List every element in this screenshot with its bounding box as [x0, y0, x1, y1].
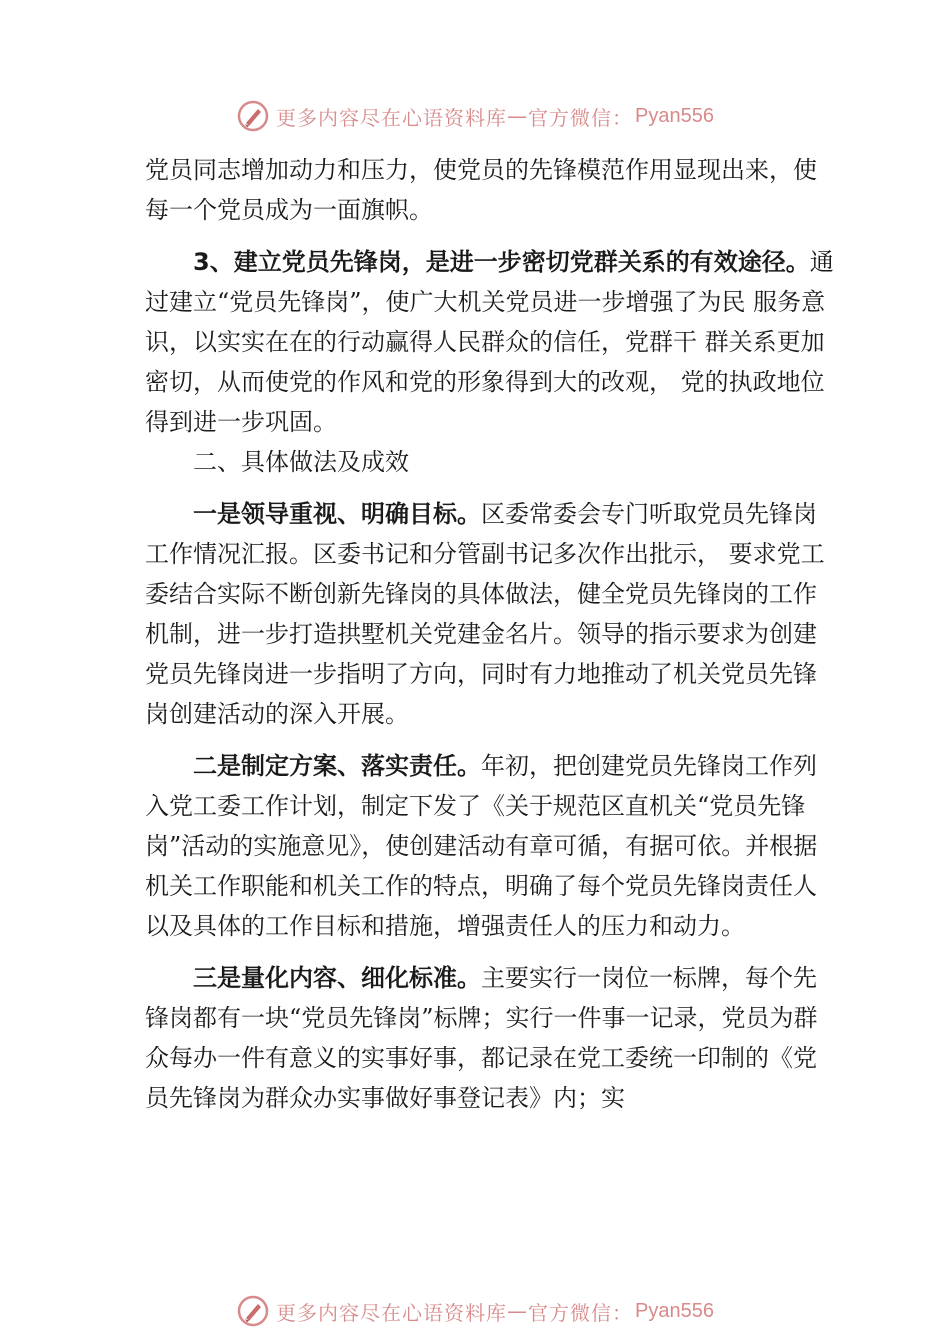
paragraph-heading: 一是领导重视、明确目标。: [193, 500, 481, 528]
watermark-text: 更多内容尽在心语资料库: [276, 105, 508, 130]
watermark-dash: —: [507, 1299, 529, 1323]
pen-logo-icon: [236, 99, 270, 133]
watermark-text: 更多内容尽在心语资料库: [276, 1300, 508, 1325]
section-heading: [145, 442, 835, 482]
paragraph-plan: [145, 746, 835, 946]
paragraph-text: 党员同志增加动力和压力，使党员的先锋模范作用显现出来，使每一个党员成为一面旗帜。: [145, 156, 817, 224]
watermark-wechat-id: Pyan556: [635, 104, 714, 127]
watermark-wechat-id: Pyan556: [635, 1299, 714, 1322]
paragraph-text: 通过建立“党员先锋岗”，使广大机关党员进一步增强了为民 服务意识，以实实在在的行动赢得人民群众的信任，党群干 群关系更加密切，从而使党的作风和党的形象得到大的改观， 党的执政地位得到进一步巩固。: [145, 248, 834, 436]
paragraph-continuation: [145, 150, 835, 230]
watermark-header: [0, 96, 950, 136]
paragraph-text: 年初，把创建党员先锋岗工作列入党工委工作计划，制定下发了《关于规范区直机关“党员先锋岗”活动的实施意见》，使创建活动有章可循，有据可依。并根据机关工作职能和机关工作的特点，明确了每个党员先锋岗责任人以及具体的工作目标和措施，增强责任人的压力和动力。: [145, 752, 818, 940]
pen-logo-icon: [236, 1294, 270, 1328]
watermark-wechat-label: 官方微信：: [528, 105, 634, 130]
document-body: [145, 150, 835, 1118]
paragraph-heading: 3、建立党员先锋岗，是进一步密切党群关系的有效途径。: [193, 248, 810, 276]
paragraph-point-3: [145, 242, 835, 442]
watermark-wechat-label: 官方微信：: [528, 1300, 634, 1325]
paragraph-leadership: [145, 494, 835, 734]
paragraph-text: 主要实行一岗位一标牌，每个先锋岗都有一块“党员先锋岗”标牌；实行一件事一记录，党员为群众每办一件有意义的实事好事，都记录在党工委统一印制的《党员先锋岗为群众办实事做好事登记表》内；实: [145, 964, 818, 1112]
paragraph-text: 区委常委会专门听取党员先锋岗工作情况汇报。区委书记和分管副书记多次作出批示， 要求党工委结合实际不断创新先锋岗的具体做法，健全党员先锋岗的工作机制，进一步打造拱墅机关党建金名片。领导的指示要求为创建党员先锋岗进一步指明了方向，同时有力地推动了机关党员先锋岗创建活动的深入开展。: [145, 500, 825, 728]
paragraph-heading: 二是制定方案、落实责任。: [193, 752, 481, 780]
section-title: 二、具体做法及成效: [193, 448, 409, 476]
paragraph-heading: 三是量化内容、细化标准。: [193, 964, 481, 992]
watermark-footer: [0, 1291, 950, 1331]
paragraph-standards: [145, 958, 835, 1118]
watermark-dash: —: [507, 104, 529, 128]
